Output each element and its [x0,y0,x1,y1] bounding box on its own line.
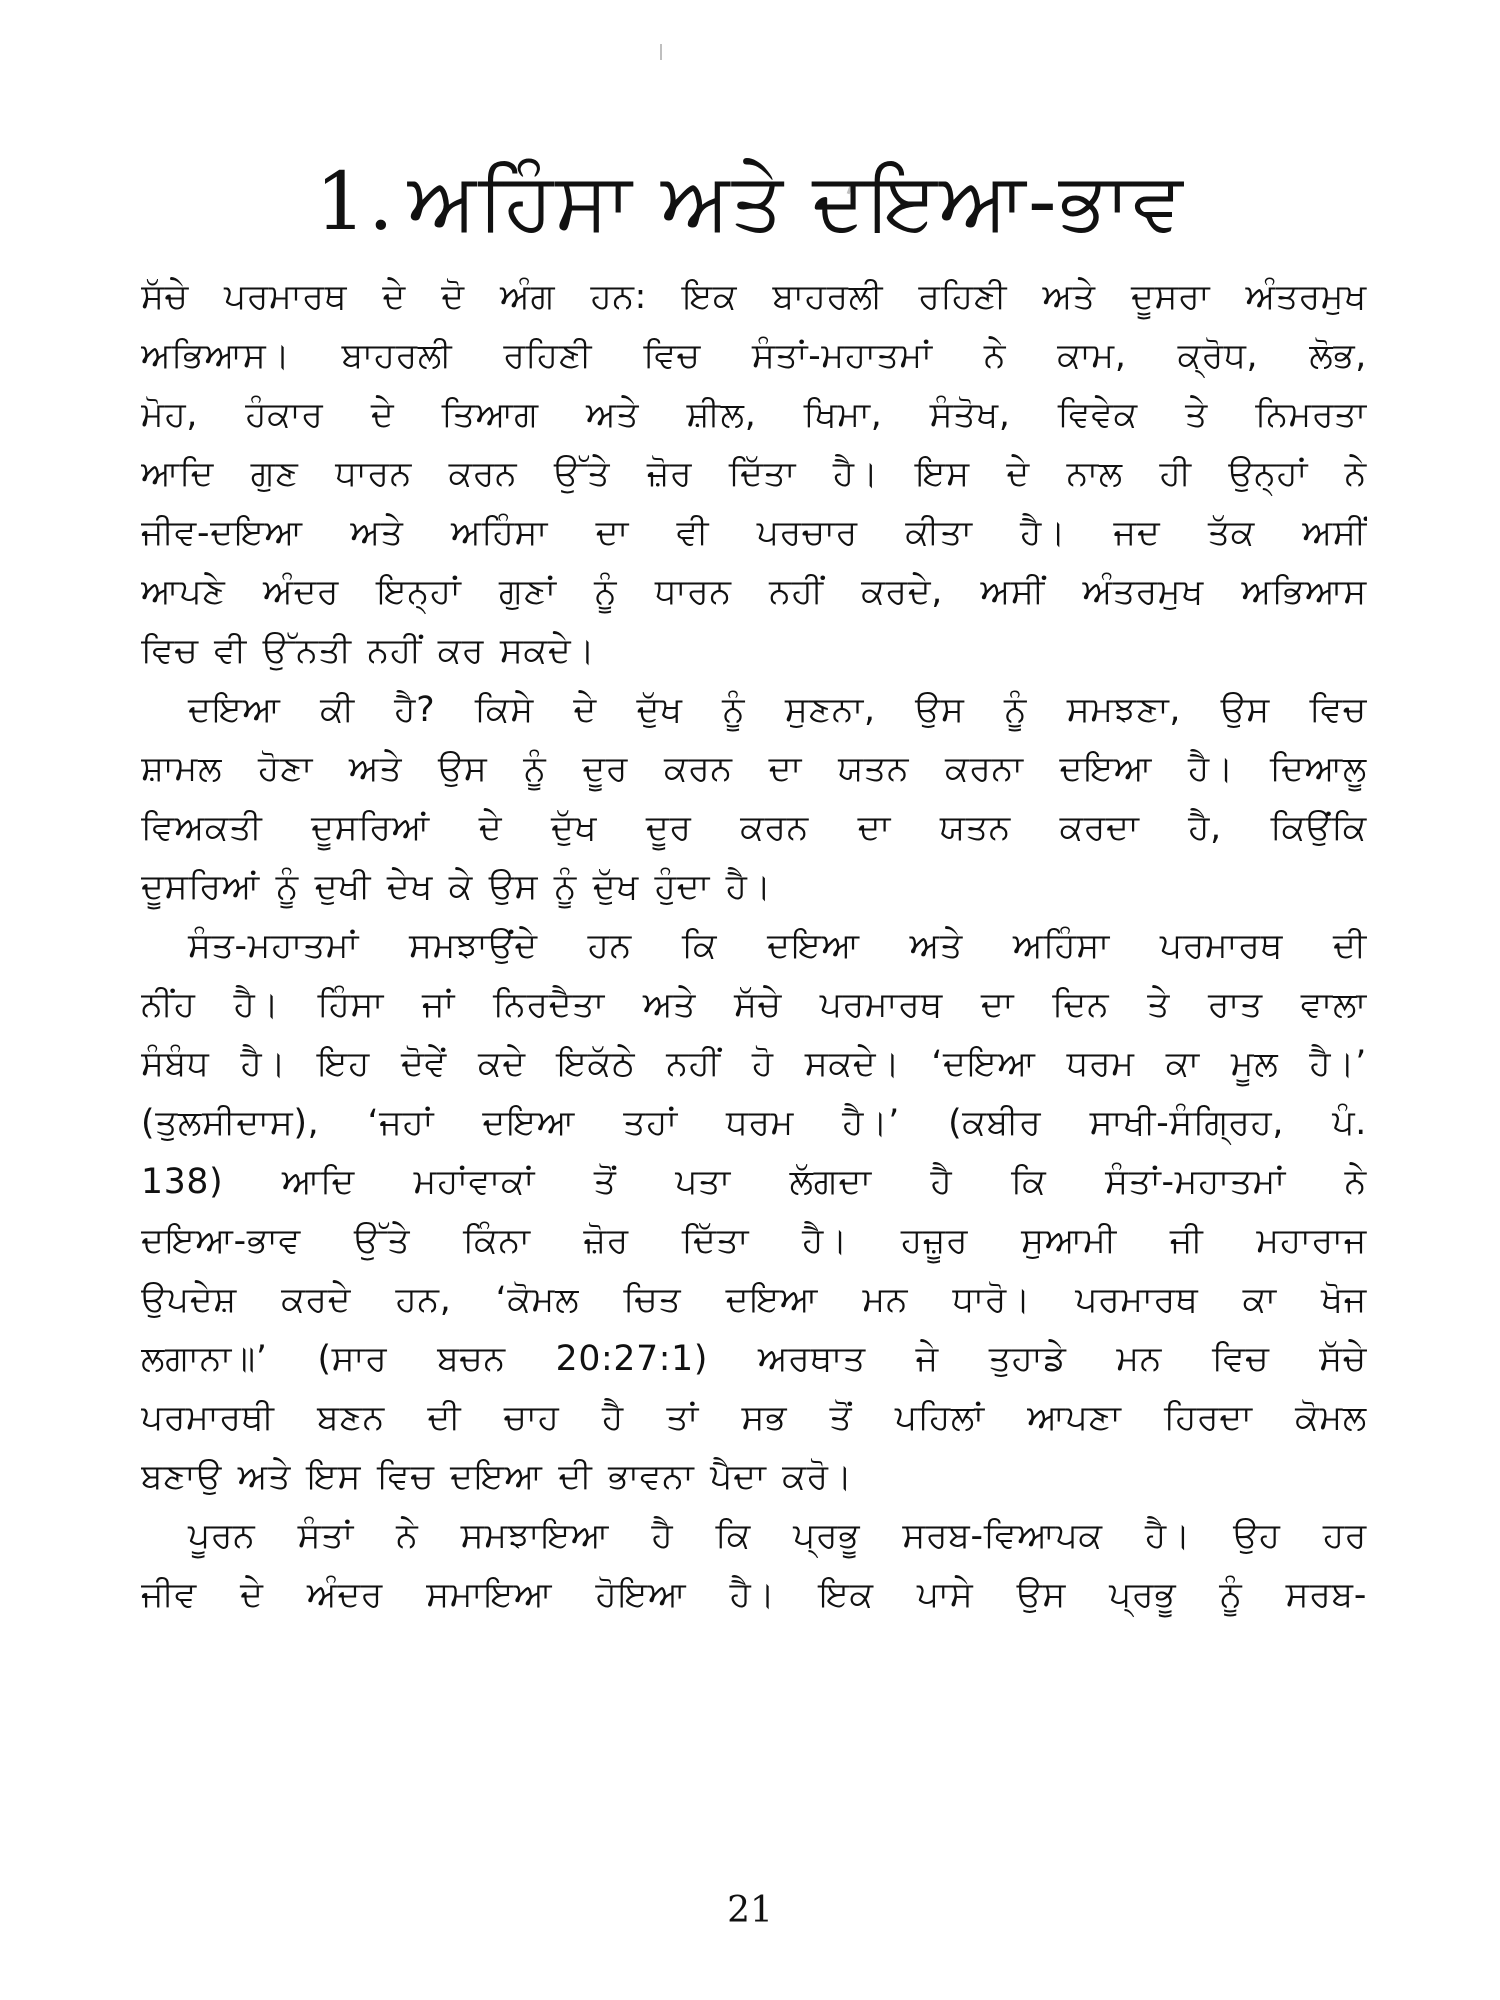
paragraph [141,1507,1367,1625]
text-line: ਅਭਿਆਸ। ਬਾਹਰਲੀ ਰਹਿਣੀ ਵਿਚ ਸੰਤਾਂ-ਮਹਾਤਮਾਂ ਨੇ ਕਾਮ, ਕ੍ਰੋਧ, ਲੋਭ, [141,336,1367,376]
text-line: ਆਦਿ ਗੁਣ ਧਾਰਨ ਕਰਨ ਉੱਤੇ ਜ਼ੋਰ ਦਿੱਤਾ ਹੈ। ਇਸ ਦੇ ਨਾਲ ਹੀ ਉਨ੍ਹਾਂ ਨੇ [141,454,1367,494]
paragraph [141,681,1367,917]
text-line: ਸੱਚੇ ਪਰਮਾਰਥ ਦੇ ਦੋ ਅੰਗ ਹਨ: ਇਕ ਬਾਹਰਲੀ ਰਹਿਣੀ ਅਤੇ ਦੂਸਰਾ ਅੰਤਰਮੁਖ [141,277,1367,317]
paragraph [141,917,1367,1507]
text-line: 138) ਆਦਿ ਮਹਾਂਵਾਕਾਂ ਤੋਂ ਪਤਾ ਲੱਗਦਾ ਹੈ ਕਿ ਸੰਤਾਂ-ਮਹਾਤਮਾਂ ਨੇ [141,1162,1367,1202]
scan-speck [660,44,662,60]
text-line: ਸੰਬੰਧ ਹੈ। ਇਹ ਦੋਵੇਂ ਕਦੇ ਇਕੱਠੇ ਨਹੀਂ ਹੋ ਸਕਦੇ। ‘ਦਇਆ ਧਰਮ ਕਾ ਮੂਲ ਹੈ।’ [141,1044,1367,1084]
text-line: ਜੀਵ ਦੇ ਅੰਦਰ ਸਮਾਇਆ ਹੋਇਆ ਹੈ। ਇਕ ਪਾਸੇ ਉਸ ਪ੍ਰਭੂ ਨੂੰ ਸਰਬ- [141,1575,1367,1615]
page-number: 21 [727,1890,773,1931]
text-line: ਬਣਾਉ ਅਤੇ ਇਸ ਵਿਚ ਦਇਆ ਦੀ ਭਾਵਨਾ ਪੈਦਾ ਕਰੋ। [141,1457,853,1497]
text-line: ਮੋਹ, ਹੰਕਾਰ ਦੇ ਤਿਆਗ ਅਤੇ ਸ਼ੀਲ, ਖਿਮਾ, ਸੰਤੋਖ, ਵਿਵੇਕ ਤੇ ਨਿਮਰਤਾ [141,395,1367,435]
paragraph [141,268,1367,681]
text-line: ਵਿਚ ਵੀ ਉੱਨਤੀ ਨਹੀਂ ਕਰ ਸਕਦੇ। [141,631,596,671]
text-line: ਦਇਆ ਕੀ ਹੈ? ਕਿਸੇ ਦੇ ਦੁੱਖ ਨੂੰ ਸੁਣਨਾ, ਉਸ ਨੂੰ ਸਮਝਣਾ, ਉਸ ਵਿਚ [188,690,1367,730]
chapter-number: 1. [315,154,396,248]
text-line: ਸ਼ਾਮਲ ਹੋਣਾ ਅਤੇ ਉਸ ਨੂੰ ਦੂਰ ਕਰਨ ਦਾ ਯਤਨ ਕਰਨਾ ਦਇਆ ਹੈ। ਦਿਆਲੂ [141,749,1367,789]
text-line: ਉਪਦੇਸ਼ ਕਰਦੇ ਹਨ, ‘ਕੋਮਲ ਚਿਤ ਦਇਆ ਮਨ ਧਾਰੋ। ਪਰਮਾਰਥ ਕਾ ਖੋਜ [141,1280,1367,1320]
text-line: ਲਗਾਨਾ॥’ (ਸਾਰ ਬਚਨ 20:27:1) ਅਰਥਾਤ ਜੇ ਤੁਹਾਡੇ ਮਨ ਵਿਚ ਸੱਚੇ [141,1339,1367,1379]
body-text [141,268,1367,1625]
text-line: ਦਇਆ-ਭਾਵ ਉੱਤੇ ਕਿੰਨਾ ਜ਼ੋਰ ਦਿੱਤਾ ਹੈ। ਹਜ਼ੂਰ ਸੁਆਮੀ ਜੀ ਮਹਾਰਾਜ [141,1221,1367,1261]
text-line: ਆਪਣੇ ਅੰਦਰ ਇਨ੍ਹਾਂ ਗੁਣਾਂ ਨੂੰ ਧਾਰਨ ਨਹੀਂ ਕਰਦੇ, ਅਸੀਂ ਅੰਤਰਮੁਖ ਅਭਿਆਸ [141,572,1367,612]
text-line: ਨੀਂਹ ਹੈ। ਹਿੰਸਾ ਜਾਂ ਨਿਰਦੈਤਾ ਅਤੇ ਸੱਚੇ ਪਰਮਾਰਥ ਦਾ ਦਿਨ ਤੇ ਰਾਤ ਵਾਲਾ [141,985,1367,1025]
text-line: ਜੀਵ-ਦਇਆ ਅਤੇ ਅਹਿੰਸਾ ਦਾ ਵੀ ਪਰਚਾਰ ਕੀਤਾ ਹੈ। ਜਦ ਤੱਕ ਅਸੀਂ [141,513,1367,553]
text-line: ਵਿਅਕਤੀ ਦੂਸਰਿਆਂ ਦੇ ਦੁੱਖ ਦੂਰ ਕਰਨ ਦਾ ਯਤਨ ਕਰਦਾ ਹੈ, ਕਿਉਂਕਿ [141,808,1367,848]
text-line: ਸੰਤ-ਮਹਾਤਮਾਂ ਸਮਝਾਉਂਦੇ ਹਨ ਕਿ ਦਇਆ ਅਤੇ ਅਹਿੰਸਾ ਪਰਮਾਰਥ ਦੀ [188,926,1367,966]
text-line: ਪਰਮਾਰਥੀ ਬਣਨ ਦੀ ਚਾਹ ਹੈ ਤਾਂ ਸਭ ਤੋਂ ਪਹਿਲਾਂ ਆਪਣਾ ਹਿਰਦਾ ਕੋਮਲ [141,1398,1367,1438]
chapter-title-text: ਅਹਿੰਸਾ ਅਤੇ ਦਇਆ-ਭਾਵ [407,154,1185,248]
text-line: ਦੂਸਰਿਆਂ ਨੂੰ ਦੁਖੀ ਦੇਖ ਕੇ ਉਸ ਨੂੰ ਦੁੱਖ ਹੁੰਦਾ ਹੈ। [141,867,772,907]
text-line: ਪੂਰਨ ਸੰਤਾਂ ਨੇ ਸਮਝਾਇਆ ਹੈ ਕਿ ਪ੍ਰਭੂ ਸਰਬ-ਵਿਆਪਕ ਹੈ। ਉਹ ਹਰ [188,1516,1367,1556]
text-line: (ਤੁਲਸੀਦਾਸ), ‘ਜਹਾਂ ਦਇਆ ਤਹਾਂ ਧਰਮ ਹੈ।’ (ਕਬੀਰ ਸਾਖੀ-ਸੰਗ੍ਰਿਹ, ਪੰ. [141,1103,1367,1143]
chapter-title [0,150,1500,254]
